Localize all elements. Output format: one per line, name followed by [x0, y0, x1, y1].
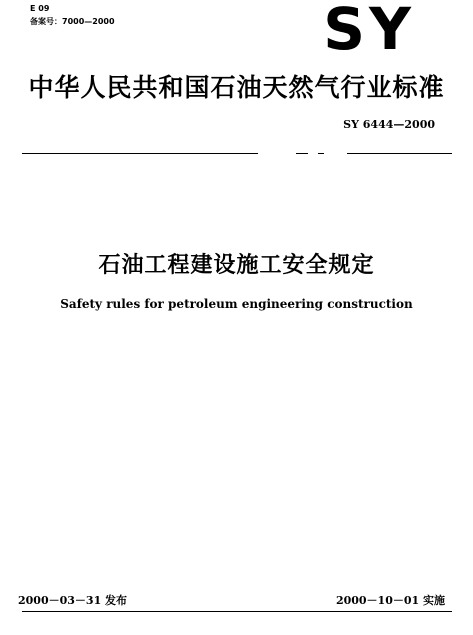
document-title-cn: 石油工程建设施工安全规定	[98, 253, 375, 278]
publish-date: 2000－03－31 发布	[18, 594, 128, 607]
header-rule-dash-2	[318, 153, 324, 154]
record-number: 备案号：7000—2000	[30, 17, 115, 26]
sy-logo: SY	[323, 0, 415, 63]
standard-number: SY 6444—2000	[343, 118, 435, 131]
document-title-en: Safety rules for petroleum engineering construction	[60, 297, 413, 311]
header-rule-dash-1	[296, 153, 308, 154]
implement-date: 2000－10－01 实施	[335, 594, 445, 607]
footer-rule	[22, 611, 452, 612]
org-title: 中华人民共和国石油天然气行业标准	[28, 73, 445, 102]
classification-code: E 09	[30, 4, 50, 13]
header-rule-right	[347, 153, 452, 154]
header-rule-left	[22, 153, 258, 154]
